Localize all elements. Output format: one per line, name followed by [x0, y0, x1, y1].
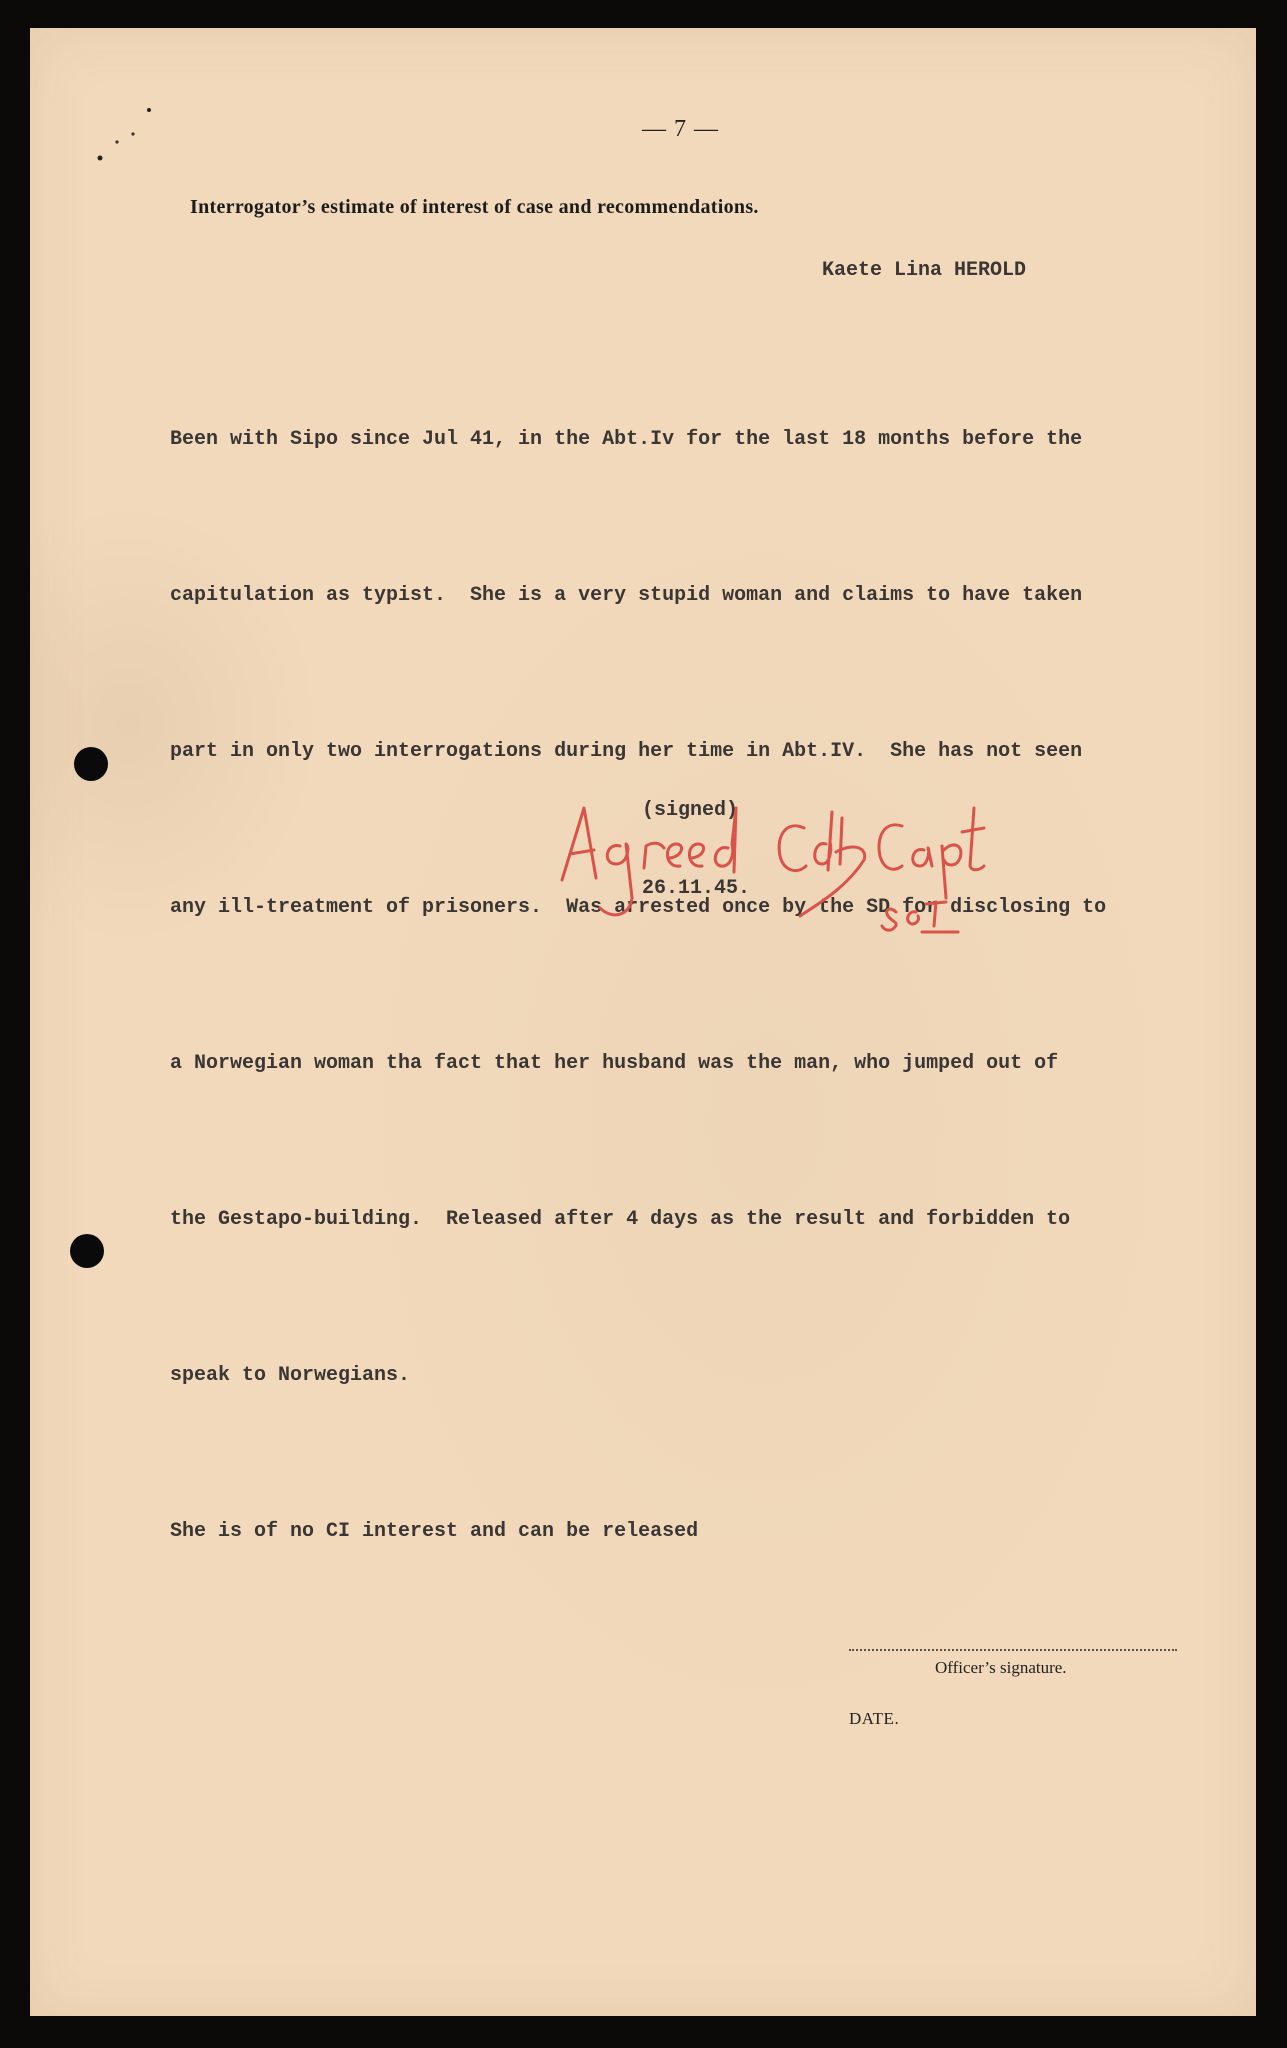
form-heading: Interrogator’s estimate of interest of case and recommendations.	[190, 196, 759, 218]
signature-line	[849, 1649, 1177, 1651]
report-line: capitulation as typist. She is a very stupid woman and claims to have taken	[170, 584, 1083, 607]
subject-name: Kaete Lina HEROLD	[822, 259, 1027, 282]
report-line: speak to Norwegians.	[170, 1364, 411, 1387]
report-line: the Gestapo-building. Released after 4 days as the result and forbidden to	[170, 1208, 1071, 1231]
report-conclusion: She is of no CI interest and can be released	[170, 1520, 699, 1543]
report-line: a Norwegian woman tha fact that her husband was the man, who jumped out of	[170, 1052, 1059, 1075]
report-line: any ill-treatment of prisoners. Was arrested once by the SD for disclosing to	[170, 896, 1107, 919]
corner-ink-marks	[96, 98, 166, 168]
report-line: Been with Sipo since Jul 41, in the Abt.Iv for the last 18 months before the	[170, 428, 1083, 451]
punch-hole	[74, 747, 108, 781]
punch-hole	[70, 1234, 104, 1268]
officer-signature-label: Officer’s signature.	[935, 1658, 1067, 1677]
page-number: — 7 —	[642, 116, 719, 142]
signed-date: 26.11.45.	[642, 877, 751, 900]
report-body	[170, 310, 1106, 1662]
report-line: part in only two interrogations during her time in Abt.IV. She has not seen	[170, 740, 1083, 763]
date-label: DATE.	[849, 1709, 900, 1728]
signed-label: (signed)	[642, 799, 739, 822]
handwritten-annotation	[550, 788, 1070, 948]
document-page	[30, 28, 1256, 2016]
